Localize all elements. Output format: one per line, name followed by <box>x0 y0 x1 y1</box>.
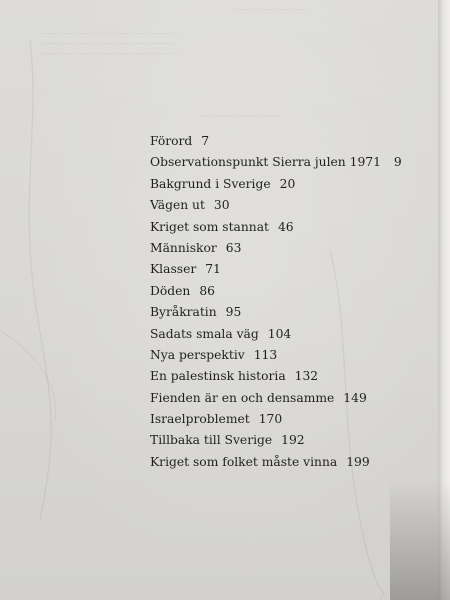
toc-entry-title: Fienden är en och densamme <box>150 390 335 405</box>
toc-entry <box>150 388 410 409</box>
toc-entry-page: 7 <box>201 134 210 148</box>
toc-entry <box>150 131 410 152</box>
toc-entry <box>150 259 410 280</box>
toc-entry <box>150 152 410 173</box>
toc-entry-title: Nya perspektiv <box>150 347 245 362</box>
toc-entry-title: Döden <box>150 283 191 298</box>
toc-entry-page: 20 <box>279 176 296 191</box>
toc-entry <box>150 452 410 473</box>
toc-entry-title: Israelproblemet <box>150 412 250 427</box>
toc-entry-title: Observationspunkt Sierra julen 1971 <box>150 155 381 170</box>
toc-entry <box>150 409 410 430</box>
table-of-contents <box>150 131 410 473</box>
toc-entry <box>150 238 410 259</box>
toc-entry <box>150 430 410 451</box>
show-through-text: ··························· <box>200 111 281 121</box>
toc-entry-page: 132 <box>294 369 319 384</box>
toc-entry-page: 30 <box>213 198 230 213</box>
toc-entry <box>150 195 410 216</box>
toc-entry-title: Kriget som stannat <box>150 219 269 234</box>
toc-entry <box>150 302 410 323</box>
show-through-text: ··························································· <box>40 30 178 38</box>
toc-entry-page: 9 <box>393 155 402 170</box>
show-through-text: ··························································· <box>40 50 178 58</box>
toc-entry <box>150 174 410 195</box>
toc-entry-title: Byråkratin <box>150 305 217 320</box>
toc-entry-page: 170 <box>258 412 283 427</box>
toc-entry <box>150 366 410 387</box>
toc-entry-title: Tillbaka till Sverige <box>150 433 273 448</box>
toc-entry-page: 71 <box>205 262 221 277</box>
toc-entry-page: 63 <box>225 240 242 255</box>
toc-entry <box>150 324 410 345</box>
toc-entry-title: Bakgrund i Sverige <box>150 176 271 191</box>
corner-shadow <box>390 480 450 600</box>
toc-entry-page: 86 <box>199 283 215 298</box>
show-through-text: ······························· <box>235 6 308 14</box>
toc-entry <box>150 281 410 302</box>
toc-entry-page: 104 <box>267 326 292 341</box>
toc-entry-title: Kriget som folket måste vinna <box>150 454 338 469</box>
toc-entry-title: Klasser <box>150 262 197 277</box>
toc-entry <box>150 217 410 238</box>
toc-entry-page: 46 <box>277 219 294 234</box>
toc-entry-page: 113 <box>253 347 278 362</box>
toc-entry-page: 95 <box>225 305 242 320</box>
toc-entry-title: Förord <box>150 134 193 148</box>
toc-entry-page: 192 <box>281 433 305 448</box>
toc-entry-page: 199 <box>346 454 370 469</box>
toc-entry-title: Människor <box>150 240 217 255</box>
toc-entry-page: 149 <box>343 390 367 405</box>
toc-entry <box>150 345 410 366</box>
toc-entry-title: En palestinsk historia <box>150 369 286 384</box>
show-through-text: ·························································· <box>40 40 176 48</box>
toc-entry-title: Sadats smala väg <box>150 326 259 341</box>
toc-entry-title: Vägen ut <box>150 198 205 213</box>
